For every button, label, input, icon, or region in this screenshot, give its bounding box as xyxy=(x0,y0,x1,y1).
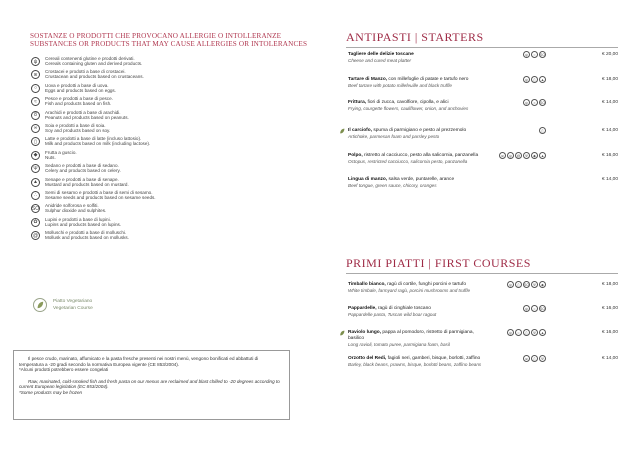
allergen-icon: SO xyxy=(539,306,546,311)
dish-english: Long ravioli, tomato puree, parmigiana foam, basil xyxy=(348,342,450,347)
allergen-icon: ◆ xyxy=(531,152,538,159)
menu-dish xyxy=(348,77,618,89)
allergen-en: Nuts. xyxy=(45,154,56,160)
allergen-icon: SO xyxy=(539,100,546,105)
mollusc-icon: @ xyxy=(32,232,39,239)
allergen-list xyxy=(31,56,306,243)
dish-english: Pappardelle pasta, Tuscan wild boar ragout xyxy=(348,312,437,317)
allergen-en: Peanuts and products based on peanuts. xyxy=(45,114,129,120)
allergen-it: Sedano e prodotti a base di sedano. xyxy=(45,163,119,169)
allergen-icon: ○ xyxy=(531,51,538,58)
allergen-item xyxy=(31,190,306,203)
allergen-icon: ▯ xyxy=(531,76,538,83)
allergen-item xyxy=(31,177,306,190)
starters-title: ANTIPASTI | STARTERS xyxy=(346,30,618,48)
allergen-item xyxy=(31,123,306,136)
allergen-icon: ж xyxy=(499,152,506,159)
dish-price: € 14,00 xyxy=(601,177,618,182)
allergen-item xyxy=(31,203,306,216)
fish-icon: ≈ xyxy=(31,97,40,106)
allergen-en: Lupins and products based on lupins. xyxy=(45,221,122,227)
allergen-it: Senape e prodotti a base di senape. xyxy=(45,176,119,182)
soy-icon: ∞ xyxy=(31,124,40,133)
dish-name: Frittura, fiori di zucca, cavolfiore, cipolla, e alici xyxy=(348,100,449,105)
allergen-en: Crustacean and products based on crustaceans. xyxy=(45,74,144,80)
dish-allergen-icons xyxy=(523,355,546,362)
menu-dish xyxy=(348,356,618,368)
allergen-it: Latte e prodotti a base di latte (incluso lattosio). xyxy=(45,136,142,142)
allergen-icon: @ xyxy=(516,153,521,158)
dish-allergen-icons xyxy=(539,127,546,134)
wheat-icon: ψ xyxy=(31,57,40,66)
allergen-icon: ◆ xyxy=(539,281,546,288)
dish-name: Il carciofo, spuma di parmigiano e pesto al prezzemolo xyxy=(348,128,467,133)
dish-allergen-icons xyxy=(523,305,546,312)
leaf-icon xyxy=(339,128,345,134)
dish-allergen-icons xyxy=(499,152,546,159)
allergen-icon: ▯ xyxy=(539,127,546,134)
menu-dish xyxy=(348,306,618,318)
peanut-icon: 8 xyxy=(31,111,40,120)
dish-name: Tagliere delle delizie toscane xyxy=(348,52,414,57)
dish-price: € 14,00 xyxy=(601,100,618,105)
allergen-item xyxy=(31,163,306,176)
allergen-it: Pesce e prodotti a base di pesce. xyxy=(45,96,113,102)
dish-name: Orzotto del Redi, fagioli neri, gamberi, bisque, borlotti, zaffino xyxy=(348,356,481,361)
menu-dish xyxy=(348,177,618,189)
dish-price: € 16,00 xyxy=(601,330,618,335)
allergen-icon: SO xyxy=(523,282,530,287)
sulphite-icon: SO xyxy=(31,205,40,212)
dish-english: Barley, black beans, prawns, bisque, borlotti beans, zaffino beans xyxy=(348,362,482,367)
egg-icon: ○ xyxy=(31,84,40,93)
dish-english: Octopus, restricted cacciucco, salicornia pesto, panzanella xyxy=(348,159,468,164)
allergen-en: Milk and products based on milk (including lactose). xyxy=(45,141,151,147)
allergen-title-en: SUBSTANCES OR PRODUCTS THAT MAY CAUSE ALLERGIES OR INTOLERANCES xyxy=(30,40,308,49)
raw-fish-notice xyxy=(13,350,290,420)
allergen-it: Anidride solforosa e solfiti. xyxy=(45,203,99,209)
allergen-icon: ○ xyxy=(531,305,538,312)
allergen-icon: ψ xyxy=(523,51,530,58)
menu-dish xyxy=(348,100,618,112)
dish-english: Beef tongue, green sauce, chicory, oranges xyxy=(348,183,437,188)
allergen-icon: Ψ xyxy=(532,330,536,335)
allergen-en: Fish and products based on fish. xyxy=(45,101,112,107)
milk-icon: ▯ xyxy=(31,137,40,146)
allergen-icon: ψ xyxy=(507,152,514,159)
dish-allergen-icons xyxy=(507,329,546,336)
dish-price: € 14,00 xyxy=(601,128,618,133)
allergen-en: Eggs and products based on eggs. xyxy=(45,87,116,93)
allergen-en: Mustard and products based on mustard. xyxy=(45,181,129,187)
dish-name: Lingua di manzo, salsa verde, puntarelle, arance xyxy=(348,177,455,182)
allergen-icon: ▲ xyxy=(540,330,545,335)
allergen-en: Soy and products based on soy. xyxy=(45,127,111,133)
allergen-icon: ψ xyxy=(507,329,514,336)
crab-icon: ж xyxy=(31,70,40,79)
dish-price: € 14,00 xyxy=(601,356,618,361)
allergen-title xyxy=(30,32,310,49)
dish-name: Tartare di Manzo, con millefoglie di patate e tartufo nero xyxy=(348,77,469,82)
nut-icon: ◆ xyxy=(31,151,40,160)
allergen-it: Semi di sesamo e prodotti a base di semi di sesamo. xyxy=(45,189,153,195)
allergen-it: Lupini e prodotti a base di lupini. xyxy=(45,216,111,222)
leaf-icon xyxy=(339,330,345,336)
leaf-icon xyxy=(33,298,47,312)
allergen-icon: ▲ xyxy=(540,153,545,158)
dish-name: Pappardelle, ragù di cinghiale toscano xyxy=(348,306,431,311)
allergen-icon: SO xyxy=(539,52,546,57)
allergen-item xyxy=(31,136,306,149)
dish-name: Polpo, ristretto al cacciucco, pesto alla salicornia, panzanella xyxy=(348,153,479,158)
allergen-en: Mollusk and products based on mollusks. xyxy=(45,235,130,241)
allergen-item xyxy=(31,96,306,109)
allergen-icon: ▯ xyxy=(531,355,538,362)
allergen-icon: Ψ xyxy=(540,356,544,361)
allergen-item xyxy=(31,110,306,123)
dish-english: Frying, courgette flowers, cauliflower, onion, and anchovies xyxy=(348,106,469,111)
first-courses-title: PRIMI PIATTI | FIRST COURSES xyxy=(346,256,618,274)
celery-icon: Ψ xyxy=(31,164,40,173)
allergen-item xyxy=(31,69,306,82)
menu-page xyxy=(320,0,640,452)
allergen-it: Cereali contenenti glutine e prodotti derivati. xyxy=(45,56,135,61)
menu-dish xyxy=(348,128,618,140)
dish-allergen-icons xyxy=(523,99,546,106)
allergen-item xyxy=(31,56,306,69)
allergen-icon: ≈ xyxy=(531,99,538,106)
dish-price: € 20,00 xyxy=(601,52,618,57)
allergen-it: Uova e prodotti a base di uova. xyxy=(45,82,109,88)
allergen-icon: ψ xyxy=(523,76,530,83)
vegetarian-legend xyxy=(33,298,93,312)
allergen-icon: ж xyxy=(523,355,530,362)
dish-english: White timbale, farmyard ragù, porcini mushrooms and truffle xyxy=(348,288,471,293)
notice-en: Raw, marinated, cold-smoked fish and fresh pasta on our menus are reclaimed and blast chilled to -20 degrees according to current European legislation (EC 853/2004). xyxy=(19,378,280,390)
allergen-en: Celery and products based on celery. xyxy=(45,168,121,174)
menu-dish xyxy=(348,153,618,165)
dish-english: Cheese and cured meat platter xyxy=(348,58,412,63)
dish-english: Artichoke, parmesan foam and parsley pesto xyxy=(348,134,440,139)
menu-dish xyxy=(348,52,618,64)
dish-price: € 18,00 xyxy=(601,282,618,287)
allergen-icon: ○ xyxy=(515,329,522,336)
dish-allergen-icons xyxy=(523,76,546,83)
dish-price: € 18,00 xyxy=(601,77,618,82)
allergen-en: Sesame seeds and products based on sesame seeds. xyxy=(45,194,156,200)
dish-price: € 16,00 xyxy=(601,306,618,311)
allergen-icon: ▲ xyxy=(540,77,545,82)
allergen-title-it: SOSTANZE O PRODOTTI CHE PROVOCANO ALLERGIE O INTOLLERANZE xyxy=(30,32,282,40)
vegetarian-label-en: Vegetarian Course xyxy=(53,306,93,311)
menu-dish xyxy=(348,282,618,294)
allergen-icon: ▯ xyxy=(523,329,530,336)
allergen-en: Cereals containing gluten and derived products. xyxy=(45,61,143,66)
allergen-en: Sulphur dioxide and sulphites. xyxy=(45,208,107,214)
mustard-icon: ▲ xyxy=(31,178,40,187)
dish-allergen-icons xyxy=(523,51,546,58)
allergen-it: Soia e prodotti a base di soia. xyxy=(45,122,106,128)
sesame-icon: ∴ xyxy=(31,191,40,200)
vegetarian-label-it: Piatto Vegetariano xyxy=(53,299,93,304)
notice-en-note: *Some products may be frozen xyxy=(19,389,83,395)
notice-it-note: *Alcuni prodotti potrebbero essere congelati xyxy=(19,367,109,373)
dish-allergen-icons xyxy=(507,281,546,288)
allergen-icon: ψ xyxy=(523,99,530,106)
allergen-icon: ψ xyxy=(523,305,530,312)
menu-dish xyxy=(348,330,618,348)
allergen-it: Molluschi e prodotti a base di molluschi. xyxy=(45,230,127,236)
dish-english: Beef tartare with potato millefeuille and black truffle xyxy=(348,83,452,88)
notice-it: Il pesce crudo, marinato, affumicato e la pasta fresche presenti nei nostri menù, vengono bonificati ed abbattuti di temperatura a -20 gradi secondo la normativa Europea vigente (CE 853/2004). xyxy=(19,356,259,367)
allergen-icon: Ψ xyxy=(532,282,536,287)
allergen-it: Crostacei e prodotti a base di crostacei. xyxy=(45,69,126,75)
allergen-it: Arachidi e prodotti a base di arachidi. xyxy=(45,109,121,115)
allergen-it: Frutta a guscio. xyxy=(45,149,77,155)
dish-price: € 16,00 xyxy=(601,153,618,158)
allergen-icon: ▯ xyxy=(515,281,522,288)
dish-name: Raviolo lungo, pappa al pomodoro, ristretto di parmigiana, basilico xyxy=(348,330,474,341)
allergen-icon: ψ xyxy=(507,281,514,288)
allergen-item xyxy=(31,230,306,243)
lupin-icon: ✿ xyxy=(31,218,40,227)
allergen-item xyxy=(31,83,306,96)
dish-name: Timballo bianco, ragù di cortile, funghi porcini e tartufo xyxy=(348,282,467,287)
allergen-item xyxy=(31,217,306,230)
allergen-item xyxy=(31,150,306,163)
allergen-icon: Ψ xyxy=(524,153,528,158)
